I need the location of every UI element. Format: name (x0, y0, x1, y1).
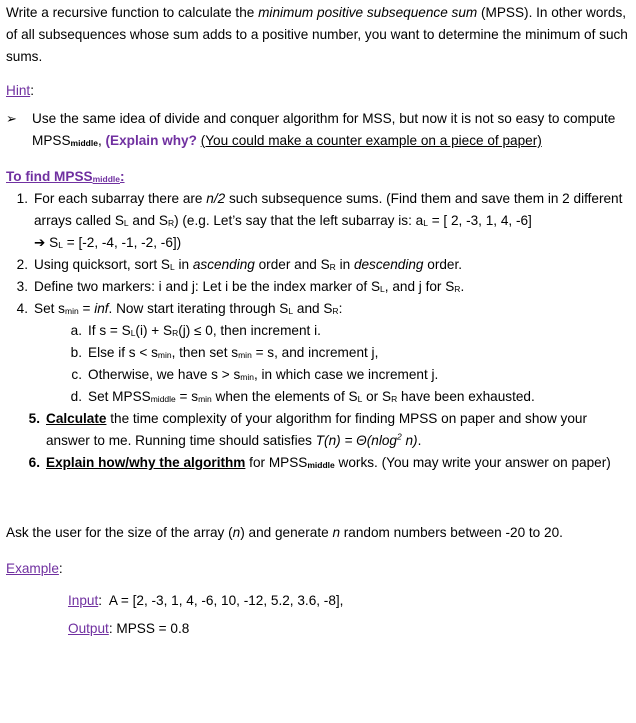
example-heading: Example: (6, 561, 63, 576)
find-heading: To find $MPSS_{middle}$: (6, 169, 125, 184)
step-5: 5. Calculate the time complexity of your algorithm for finding MPSS on paper and show your answer to me. Running time should satisfies T(n) = Θ(nlog$^2$ n). (28, 411, 588, 448)
step-4: 4. Set $s_{min}$ = inf. Now start iterating through $S_L$ and $S_R$: (16, 301, 343, 316)
hint-label: Hint (6, 83, 31, 98)
document-page (6, 2, 628, 640)
step-6: 6. Explain how/why the algorithm for $MPSS_{middle}$ works. (You may write your answer on paper) (28, 455, 611, 470)
right-arrow-icon: ➔ (34, 235, 46, 250)
step-1: 1. For each subarray there are n/2 such subsequence sums. (Find them and save them in 2 different arrays called $S_L$ and $S_R$) (e.g. Let’s say that the left subarray is: $a_L$ = [ 2, -3, 1, 4, -6] ➔ $S_L = [-2$, -4, -1, -2, -6]) (16, 191, 623, 250)
counter-example-note: (You could make a counter example on a piece of paper) (200, 133, 542, 148)
tasks-list (6, 408, 628, 474)
step-2: 2. Using quicksort, sort $S_L$ in ascending order and $S_R$ in descending order. (16, 257, 463, 272)
ask-paragraph: Ask the user for the size of the array (n) and generate n random numbers between -20 to 20. (6, 525, 563, 540)
explain-why: (Explain why? (105, 133, 197, 148)
example-output: Output: MPSS = 0.8 (68, 621, 190, 636)
substep-a: a. If $s = S_L(i) + S_R(j) \le 0$, then increment i. (70, 323, 321, 338)
steps-list (6, 188, 628, 320)
hint-heading: Hint: (6, 83, 34, 98)
substep-c: c. Otherwise, we have $s > s_{min}$, in which case we increment j. (71, 367, 439, 382)
substeps-list (6, 320, 628, 408)
example-input: Input: A = [2, -3, 1, 4, -6, 10, -12, 5.2, 3.6, -8], (68, 593, 344, 608)
hint-bullet: ➢ Use the same idea of divide and conquer algorithm for MSS, but now it is not so easy to compute $MPSS_{middle}$, (Explain why? (You could make a counter example on a piece of paper) (6, 108, 628, 152)
step-3: 3. Define two markers: i and j: Let i be the index marker of $S_L$, and j for $S_R$. (16, 279, 465, 294)
substep-b: b. Else if $s < s_{min}$, then set $s_{min} = s$, and increment j, (70, 345, 379, 360)
arrowhead-bullet-icon: ➢ (6, 111, 17, 126)
substep-d: d. Set $MPSS_{middle} = s_{min}$ when the elements of $S_L$ or $S_R$ have been exhausted. (70, 389, 535, 404)
intro-paragraph: Write a recursive function to calculate the minimum positive subsequence sum (MPSS). In other words, of all subsequences whose sum adds to a positive number, you want to determine the minimum of such sums. (6, 5, 628, 64)
